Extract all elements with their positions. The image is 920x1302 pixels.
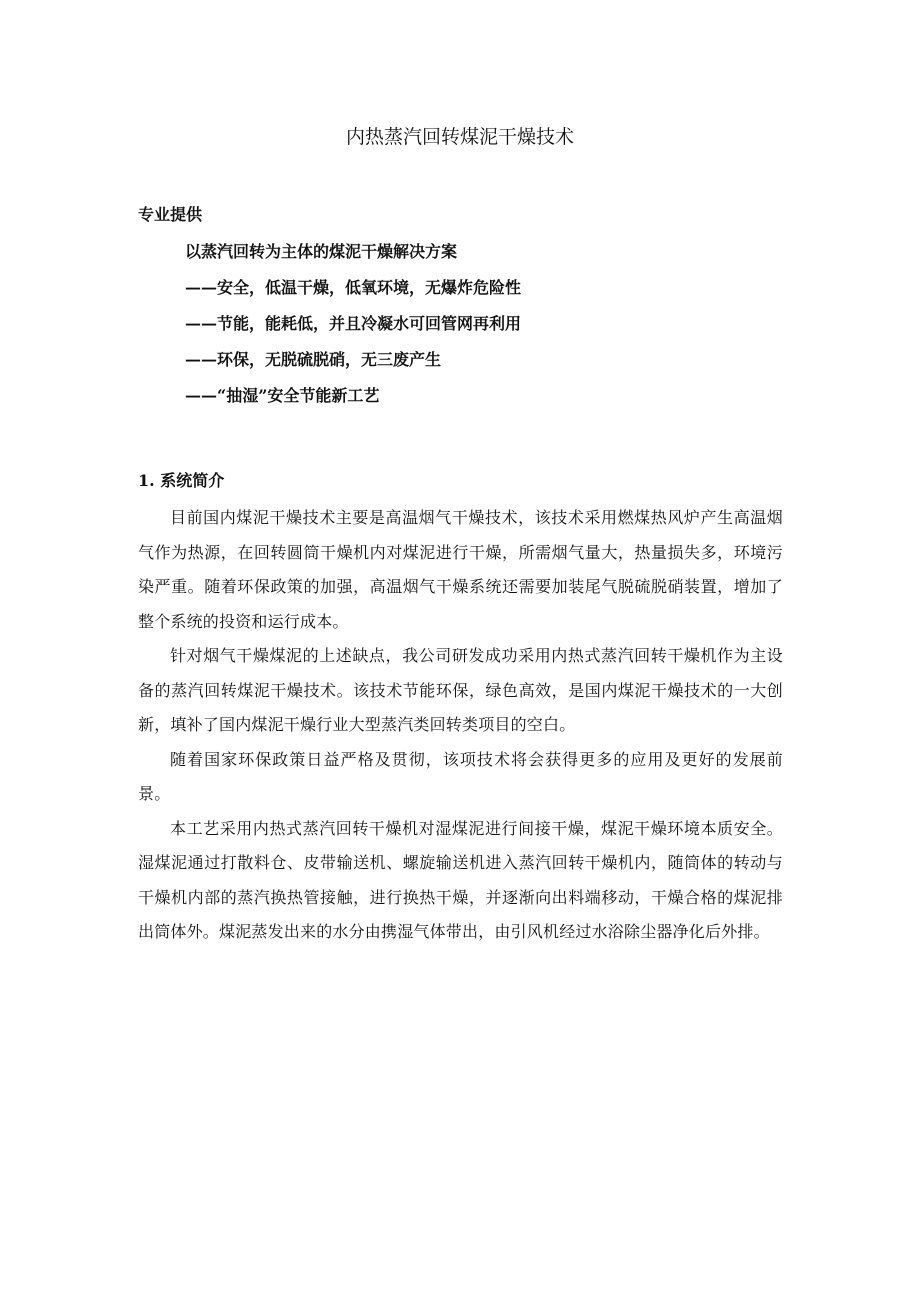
document-title: 内热蒸汽回转煤泥干燥技术 [345, 126, 574, 148]
provide-item-environment: ——环保，无脱硫脱硝，无三废产生 [185, 350, 442, 369]
provide-item-energy: ——节能，能耗低，并且冷凝水可回管网再利用 [185, 314, 522, 333]
provide-list [185, 240, 825, 420]
section-body [138, 501, 783, 950]
paragraph: 本工艺采用内热式蒸汽回转干燥机对湿煤泥进行间接干燥，煤泥干燥环境本质安全。湿煤泥通过打散料仓、皮带输送机、螺旋输送机进入蒸汽回转干燥机内，随筒体的转动与干燥机内部的蒸汽换热管接触，进行换热干燥，并逐渐向出料端移动，干燥合格的煤泥排出筒体外。煤泥蒸发出来的水分由携湿气体带出，由引风机经过水浴除尘器净化后外排。 [138, 818, 783, 941]
section-heading-system-intro: 1. 系统简介 [138, 471, 225, 490]
provide-item-solution: 以蒸汽回转为主体的煤泥干燥解决方案 [185, 242, 458, 261]
provide-item-process: ——“抽湿”安全节能新工艺 [185, 386, 380, 405]
paragraph: 随着国家环保政策日益严格及贯彻，该项技术将会获得更多的应用及更好的发展前景。 [138, 749, 783, 803]
provide-item-safety: ——安全，低温干燥，低氧环境，无爆炸危险性 [185, 278, 522, 297]
paragraph: 针对烟气干燥煤泥的上述缺点，我公司研发成功采用内热式蒸汽回转干燥机作为主设备的蒸汽回转煤泥干燥技术。该技术节能环保，绿色高效，是国内煤泥干燥技术的一大创新，填补了国内煤泥干燥行业大型蒸汽类回转类项目的空白。 [138, 646, 783, 734]
provide-heading: 专业提供 [138, 205, 203, 224]
paragraph: 目前国内煤泥干燥技术主要是高温烟气干燥技术，该技术采用燃煤热风炉产生高温烟气作为热源，在回转圆筒干燥机内对煤泥进行干燥，所需烟气量大，热量损失多，环境污染严重。随着环保政策的加强，高温烟气干燥系统还需要加装尾气脱硫脱硝装置，增加了整个系统的投资和运行成本。 [138, 508, 783, 631]
